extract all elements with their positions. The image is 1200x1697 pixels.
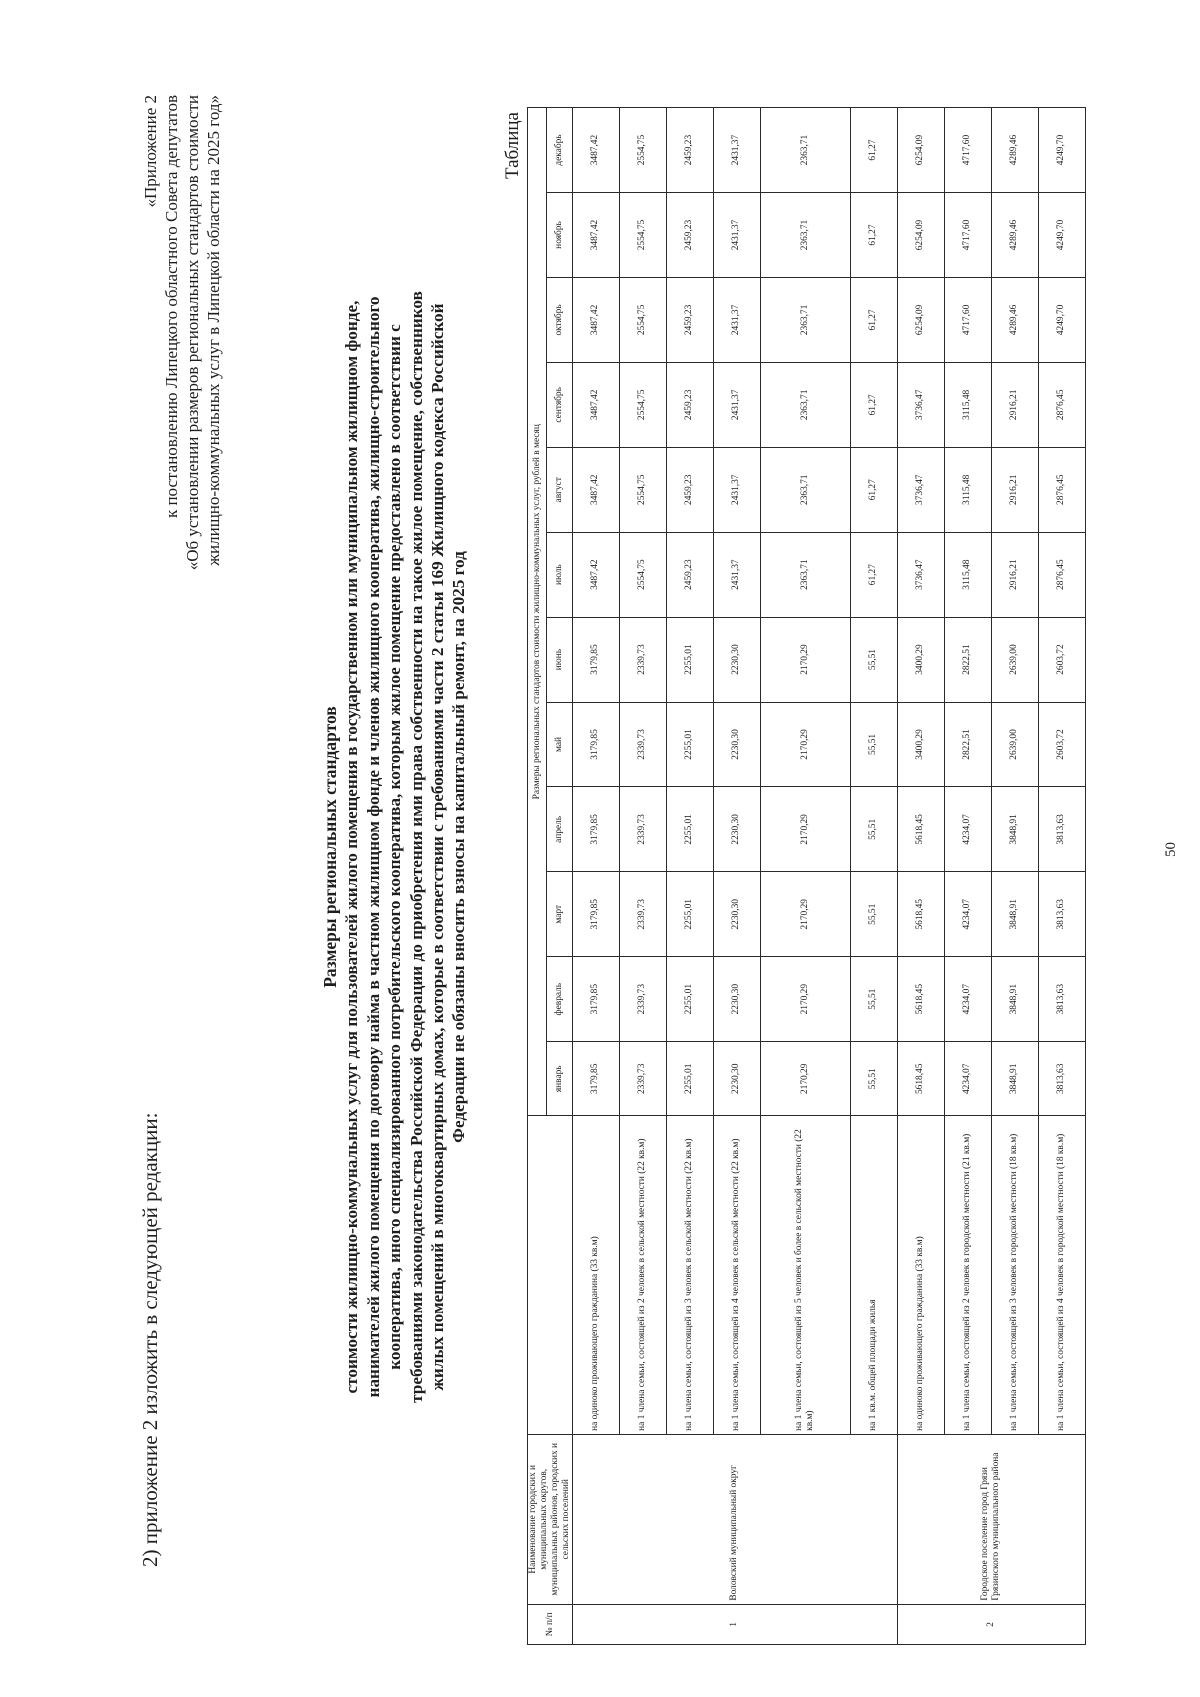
value-cell: 2554,75	[619, 108, 666, 193]
value-cell: 2554,75	[619, 193, 666, 278]
month-header: ноябрь	[547, 193, 573, 278]
value-cell: 3848,91	[991, 872, 1038, 957]
table-row	[897, 108, 944, 1645]
value-cell: 2363,71	[760, 193, 850, 278]
value-cell: 2255,01	[666, 1042, 713, 1116]
value-cell: 3179,85	[573, 1042, 620, 1116]
value-cell: 2876,45	[1038, 362, 1085, 447]
appendix-line: жилищно-коммунальных услуг в Липецкой области на 2025 год»	[204, 95, 223, 566]
table-row	[1038, 108, 1085, 1645]
header-num: № п/п	[528, 1604, 573, 1644]
value-cell: 4289,46	[991, 277, 1038, 362]
month-header: июнь	[547, 617, 573, 702]
value-cell: 2339,73	[619, 1042, 666, 1116]
month-header: февраль	[547, 957, 573, 1042]
month-header: июль	[547, 532, 573, 617]
month-header: сентябрь	[547, 362, 573, 447]
value-cell: 3487,42	[573, 532, 620, 617]
table-row	[713, 108, 760, 1645]
appendix-header	[140, 95, 224, 655]
value-cell: 2170,29	[760, 872, 850, 957]
value-cell: 61,27	[851, 532, 898, 617]
value-cell: 5618,45	[897, 787, 944, 872]
value-cell: 2339,73	[619, 872, 666, 957]
value-cell: 2554,75	[619, 447, 666, 532]
table-row	[573, 108, 620, 1645]
category-cell: на одиноко проживающего гражданина (33 кв.м)	[573, 1116, 620, 1434]
value-cell: 3179,85	[573, 702, 620, 787]
value-cell: 2639,00	[991, 617, 1038, 702]
month-header: октябрь	[547, 277, 573, 362]
value-cell: 2603,72	[1038, 617, 1085, 702]
header-category	[528, 1116, 573, 1434]
value-cell: 3400,29	[897, 617, 944, 702]
month-header: март	[547, 872, 573, 957]
value-cell: 2822,51	[944, 617, 991, 702]
value-cell: 2431,37	[713, 447, 760, 532]
appendix-line: «Приложение 2	[141, 95, 160, 208]
value-cell: 2170,29	[760, 1042, 850, 1116]
value-cell: 2431,37	[713, 277, 760, 362]
value-cell: 2255,01	[666, 617, 713, 702]
category-cell: на 1 кв.м. общей площади жилья	[851, 1116, 898, 1434]
value-cell: 2603,72	[1038, 702, 1085, 787]
value-cell: 2554,75	[619, 277, 666, 362]
value-cell: 3487,42	[573, 277, 620, 362]
value-cell: 2255,01	[666, 787, 713, 872]
value-cell: 61,27	[851, 362, 898, 447]
value-cell: 2339,73	[619, 617, 666, 702]
value-cell: 4234,07	[944, 872, 991, 957]
standards-table	[527, 107, 1086, 1645]
value-cell: 3115,48	[944, 532, 991, 617]
value-cell: 4717,60	[944, 108, 991, 193]
value-cell: 2554,75	[619, 532, 666, 617]
value-cell: 2459,23	[666, 108, 713, 193]
value-cell: 2459,23	[666, 193, 713, 278]
value-cell: 2255,01	[666, 702, 713, 787]
value-cell: 2230,30	[713, 872, 760, 957]
value-cell: 5618,45	[897, 872, 944, 957]
appendix-line: к постановлению Липецкого областного Совета депутатов	[162, 95, 181, 519]
value-cell: 55,51	[851, 617, 898, 702]
value-cell: 4234,07	[944, 957, 991, 1042]
value-cell: 2431,37	[713, 108, 760, 193]
value-cell: 2339,73	[619, 957, 666, 1042]
header-group: Размеры региональных стандартов стоимости жилищно-коммунальных услуг, рублей в месяц	[528, 108, 547, 1116]
value-cell: 2639,00	[991, 702, 1038, 787]
value-cell: 3736,47	[897, 447, 944, 532]
value-cell: 2363,71	[760, 532, 850, 617]
value-cell: 2431,37	[713, 362, 760, 447]
title-line: нанимателей жилого помещения по договору найма в частном жилищном фонде и членов жилищного кооператива, жилищно-строительного	[363, 296, 383, 1398]
value-cell: 2363,71	[760, 362, 850, 447]
value-cell: 55,51	[851, 1042, 898, 1116]
value-cell: 2230,30	[713, 702, 760, 787]
intro-text: 2) приложение 2 изложить в следующей редакции:	[138, 1112, 162, 1567]
value-cell: 4249,70	[1038, 193, 1085, 278]
value-cell: 4717,60	[944, 277, 991, 362]
value-cell: 3848,91	[991, 1042, 1038, 1116]
value-cell: 3400,29	[897, 702, 944, 787]
table-caption: Таблица	[502, 112, 523, 180]
value-cell: 2916,21	[991, 362, 1038, 447]
title-line: Федерации не обязаны вносить взносы на капитальный ремонт, на 2025 год	[449, 551, 469, 1143]
title-line: требованиями законодательства Российской Федерации до приобретения ими права собственности на такое жилое помещение, собственников	[406, 291, 426, 1403]
month-header: январь	[547, 1042, 573, 1116]
value-cell: 2170,29	[760, 957, 850, 1042]
value-cell: 2255,01	[666, 957, 713, 1042]
table-row	[851, 108, 898, 1645]
title-line: жилых помещений в многоквартирных домах, которые в соответствии с требованиями части 2 статьи 169 Жилищного кодекса Российской	[428, 303, 448, 1391]
value-cell: 3179,85	[573, 872, 620, 957]
month-header: август	[547, 447, 573, 532]
value-cell: 5618,45	[897, 1042, 944, 1116]
value-cell: 3736,47	[897, 362, 944, 447]
category-cell: на 1 члена семьи, состоящей из 4 человек в городской местности (18 кв.м)	[1038, 1116, 1085, 1434]
header-name: Наименование городских и муниципальных округов, муниципальных районов, городских и сельских поселений	[528, 1434, 573, 1604]
page-number: 50	[1163, 842, 1179, 857]
value-cell: 2255,01	[666, 872, 713, 957]
value-cell: 4289,46	[991, 108, 1038, 193]
value-cell: 3813,63	[1038, 957, 1085, 1042]
value-cell: 55,51	[851, 872, 898, 957]
value-cell: 6254,09	[897, 193, 944, 278]
title-line: кооператива, иного специализированного потребительского кооператива, которым жилое помещение предоставлено в соответствии с	[385, 324, 405, 1370]
table-row	[760, 108, 850, 1645]
title-line: стоимости жилищно-коммунальных услуг для пользователей жилого помещения в государственном или муниципальном жилищном фонде,	[342, 300, 362, 1394]
value-cell: 2459,23	[666, 447, 713, 532]
value-cell: 4717,60	[944, 193, 991, 278]
value-cell: 4249,70	[1038, 277, 1085, 362]
value-cell: 4234,07	[944, 787, 991, 872]
document-title	[320, 117, 470, 1577]
value-cell: 3813,63	[1038, 1042, 1085, 1116]
value-cell: 5618,45	[897, 957, 944, 1042]
value-cell: 2170,29	[760, 787, 850, 872]
value-cell: 2170,29	[760, 702, 850, 787]
month-header: май	[547, 702, 573, 787]
category-cell: на 1 члена семьи, состоящей из 5 человек и более в сельской местности (22 кв.м)	[760, 1116, 850, 1434]
value-cell: 6254,09	[897, 108, 944, 193]
value-cell: 3487,42	[573, 193, 620, 278]
value-cell: 3179,85	[573, 957, 620, 1042]
value-cell: 3179,85	[573, 617, 620, 702]
table-row	[666, 108, 713, 1645]
value-cell: 3179,85	[573, 787, 620, 872]
value-cell: 2459,23	[666, 362, 713, 447]
value-cell: 2339,73	[619, 702, 666, 787]
value-cell: 3115,48	[944, 362, 991, 447]
value-cell: 3736,47	[897, 532, 944, 617]
municipality-name: Воловский муниципальный округ	[573, 1434, 898, 1604]
category-cell: на 1 члена семьи, состоящей из 3 человек в сельской местности (22 кв.м)	[666, 1116, 713, 1434]
value-cell: 2916,21	[991, 447, 1038, 532]
value-cell: 2822,51	[944, 702, 991, 787]
value-cell: 2459,23	[666, 532, 713, 617]
value-cell: 61,27	[851, 108, 898, 193]
category-cell: на одиноко проживающего гражданина (33 кв.м)	[897, 1116, 944, 1434]
value-cell: 6254,09	[897, 277, 944, 362]
value-cell: 2876,45	[1038, 447, 1085, 532]
value-cell: 61,27	[851, 193, 898, 278]
value-cell: 2876,45	[1038, 532, 1085, 617]
value-cell: 4249,70	[1038, 108, 1085, 193]
month-header: апрель	[547, 787, 573, 872]
value-cell: 2230,30	[713, 787, 760, 872]
row-number: 1	[573, 1604, 898, 1644]
category-cell: на 1 члена семьи, состоящей из 2 человек в городской местности (21 кв.м)	[944, 1116, 991, 1434]
value-cell: 2230,30	[713, 617, 760, 702]
category-cell: на 1 члена семьи, состоящей из 3 человек в городской местности (18 кв.м)	[991, 1116, 1038, 1434]
value-cell: 61,27	[851, 447, 898, 532]
category-cell: на 1 члена семьи, состоящей из 2 человек в сельской местности (22 кв.м)	[619, 1116, 666, 1434]
value-cell: 3813,63	[1038, 787, 1085, 872]
value-cell: 55,51	[851, 957, 898, 1042]
value-cell: 3487,42	[573, 447, 620, 532]
value-cell: 3115,48	[944, 447, 991, 532]
table-body	[573, 108, 1086, 1645]
value-cell: 2363,71	[760, 277, 850, 362]
value-cell: 2170,29	[760, 617, 850, 702]
value-cell: 2916,21	[991, 532, 1038, 617]
value-cell: 2431,37	[713, 193, 760, 278]
row-number: 2	[897, 1604, 1085, 1644]
value-cell: 3848,91	[991, 787, 1038, 872]
value-cell: 3848,91	[991, 957, 1038, 1042]
value-cell: 3813,63	[1038, 872, 1085, 957]
value-cell: 55,51	[851, 702, 898, 787]
value-cell: 55,51	[851, 787, 898, 872]
value-cell: 2339,73	[619, 787, 666, 872]
title-line: Размеры региональных стандартов	[320, 706, 340, 988]
table-row	[619, 108, 666, 1645]
municipality-name: Городское поселение город Грязи Грязинского муниципального района	[897, 1434, 1085, 1604]
value-cell: 61,27	[851, 277, 898, 362]
month-header: декабрь	[547, 108, 573, 193]
value-cell: 2431,37	[713, 532, 760, 617]
value-cell: 2363,71	[760, 108, 850, 193]
table-row	[991, 108, 1038, 1645]
appendix-line: «Об установлении размеров региональных стандартов стоимости	[183, 95, 202, 571]
table-row	[944, 108, 991, 1645]
value-cell: 2230,30	[713, 957, 760, 1042]
category-cell: на 1 члена семьи, состоящей из 4 человек в сельской местности (22 кв.м)	[713, 1116, 760, 1434]
value-cell: 4234,07	[944, 1042, 991, 1116]
value-cell: 2363,71	[760, 447, 850, 532]
value-cell: 3487,42	[573, 108, 620, 193]
value-cell: 2554,75	[619, 362, 666, 447]
value-cell: 4289,46	[991, 193, 1038, 278]
value-cell: 3487,42	[573, 362, 620, 447]
value-cell: 2230,30	[713, 1042, 760, 1116]
value-cell: 2459,23	[666, 277, 713, 362]
